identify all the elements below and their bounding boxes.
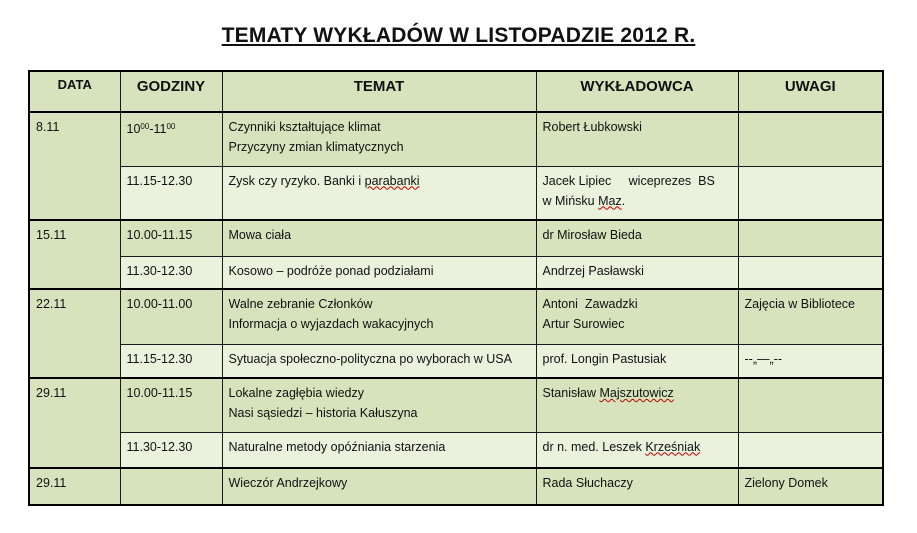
lecturer-cell: dr Mirosław Bieda [536,220,738,256]
topic-cell: Czynniki kształtujące klimat Przyczyny zmian klimatycznych [222,112,536,166]
table-row [29,344,883,378]
hours-cell: 10.00-11.15 [120,220,222,256]
lecturer-cell: Stanisław Majszutowicz [536,378,738,432]
date-cell: 29.11 [29,468,120,505]
lecturer-cell: Jacek Lipiec wiceprezes BS w Mińsku Maz. [536,166,738,220]
lecture-schedule-table [28,70,884,506]
topic-cell: Lokalne zagłębia wiedzy Nasi sąsiedzi – historia Kałuszyna [222,378,536,432]
header-notes: UWAGI [738,71,883,112]
notes-cell: Zielony Domek [738,468,883,505]
topic-cell: Sytuacja społeczno-polityczna po wyborach w USA [222,344,536,378]
hours-cell: 11.30-12.30 [120,432,222,468]
notes-cell [738,432,883,468]
date-cell: 22.11 [29,289,120,378]
table-row [29,432,883,468]
notes-cell: --„—„-- [738,344,883,378]
notes-cell [738,166,883,220]
header-hours: GODZINY [120,71,222,112]
date-cell: 15.11 [29,220,120,289]
date-cell: 29.11 [29,378,120,468]
notes-cell [738,256,883,289]
table-row [29,468,883,505]
hours-cell: 10.00-11.15 [120,378,222,432]
notes-cell: Zajęcia w Bibliotece [738,289,883,344]
header-lecturer: WYKŁADOWCA [536,71,738,112]
topic-cell: Mowa ciała [222,220,536,256]
header-date: DATA [29,71,120,112]
hours-cell: $10^{00}-11^{00}$ [120,112,222,166]
topic-cell: Zysk czy ryzyko. Banki i parabanki [222,166,536,220]
topic-cell: Walne zebranie Członków Informacja o wyjazdach wakacyjnych [222,289,536,344]
notes-cell [738,378,883,432]
notes-cell [738,112,883,166]
hours-cell [120,468,222,505]
lecturer-cell: Antoni Zawadzki Artur Surowiec [536,289,738,344]
table-row [29,378,883,432]
lecturer-cell: Rada Słuchaczy [536,468,738,505]
topic-cell: Naturalne metody opóźniania starzenia [222,432,536,468]
table-header-row [29,71,883,112]
hours-cell: 11.15-12.30 [120,344,222,378]
lecturer-cell: Andrzej Pasławski [536,256,738,289]
table-row [29,166,883,220]
date-cell: 8.11 [29,112,120,220]
lecturer-cell: dr n. med. Leszek Krześniak [536,432,738,468]
hours-cell: 10.00-11.00 [120,289,222,344]
notes-cell [738,220,883,256]
topic-cell: Wieczór Andrzejkowy [222,468,536,505]
page-title: TEMATY WYKŁADÓW W LISTOPADZIE 2012 R. [221,24,696,47]
topic-cell: Kosowo – podróże ponad podziałami [222,256,536,289]
table-row [29,112,883,166]
hours-cell: 11.30-12.30 [120,256,222,289]
lecturer-cell: prof. Longin Pastusiak [536,344,738,378]
hours-cell: 11.15-12.30 [120,166,222,220]
header-topic: TEMAT [222,71,536,112]
table-row [29,220,883,256]
table-row [29,289,883,344]
table-row [29,256,883,289]
lecturer-cell: Robert Łubkowski [536,112,738,166]
